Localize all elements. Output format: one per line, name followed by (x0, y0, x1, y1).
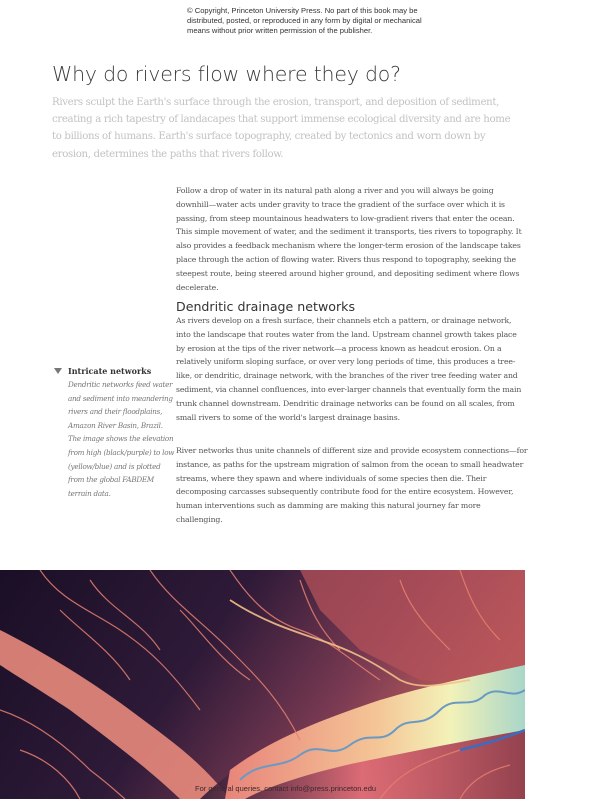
copyright-notice (187, 6, 427, 36)
body-paragraph-3: River networks thus unite channels of different size and provide ecosystem connections—for instance, as paths for the upstream migration of salmon from the ocean to small headwater streams, where they spawn and where individuals of some species then die. Their decomposing carcasses subsequently contribute food for the entire ecosystem. However, human interventions such as damming are making this natural journey far more challenging. (176, 446, 528, 524)
elevation-map-image (0, 570, 525, 799)
page-title: Why do rivers flow where they do? (52, 62, 401, 86)
footer-contact-note: For general queries, contact info@press.princeton.edu (195, 784, 377, 793)
caption-heading: Intricate networks (68, 366, 152, 376)
copyright-line: © Copyright, Princeton University Press. No part of this book may be (187, 6, 418, 15)
intro-paragraph: Rivers sculpt the Earth's surface through the erosion, transport, and deposition of sediment, creating a rich tapestry of landacapes that support immense ecological diversity and are home to billions of humans. Earth's surface topography, created by tectonics and worn down by erosion, determines the paths that rivers follow. (52, 97, 511, 160)
caption-heading-row (54, 366, 176, 376)
body-paragraph-2: As rivers develop on a fresh surface, their channels etch a pattern, or drainage network, into the landscape that routes water from the land. Upstream channel growth takes place by erosion at the tips of the river network—a process known as headcut erosion. On a relatively uniform sloping surface, or over very long periods of time, this produces a tree-like, or dendritic, drainage network, with the branches of the river tree feeding water and sediment, via channel confluences, into ever-larger channels that eventually form the main trunk channel downstream. Dendritic drainage networks can be found on all scales, from small rivers to some of the world's largest drainage basins. (176, 316, 522, 422)
body-paragraph-1: Follow a drop of water in its natural path along a river and you will always be going downhill—water acts under gravity to trace the gradient of the surface over which it is passing, from steep mountainous headwaters to low-gradient rivers that enter the ocean. This simple movement of water, and the sediment it transports, ties rivers to topography. It also provides a feedback mechanism where the longer-term erosion of the landscape takes place through the action of flowing water. Rivers thus respond to topography, seeking the steepest route, being steered around higher ground, and depositing sediment where flows decelerate. (176, 186, 522, 292)
section-heading: Dendritic drainage networks (176, 299, 355, 314)
triangle-down-icon (54, 368, 62, 374)
copyright-line: means without prior written permission of the publisher. (187, 26, 373, 35)
figure-caption (54, 366, 176, 500)
elevation-map-figure (0, 570, 525, 799)
copyright-line: distributed, posted, or reproduced in any form by digital or mechanical (187, 16, 422, 25)
caption-text: Dendritic networks feed water and sediment into meandering rivers and their floodplains, Amazon River Basin, Brazil. The image shows the elevation from high (black/purple) to low (yellow/blue) and is plotted from the global FABDEM terrain data. (68, 380, 175, 498)
